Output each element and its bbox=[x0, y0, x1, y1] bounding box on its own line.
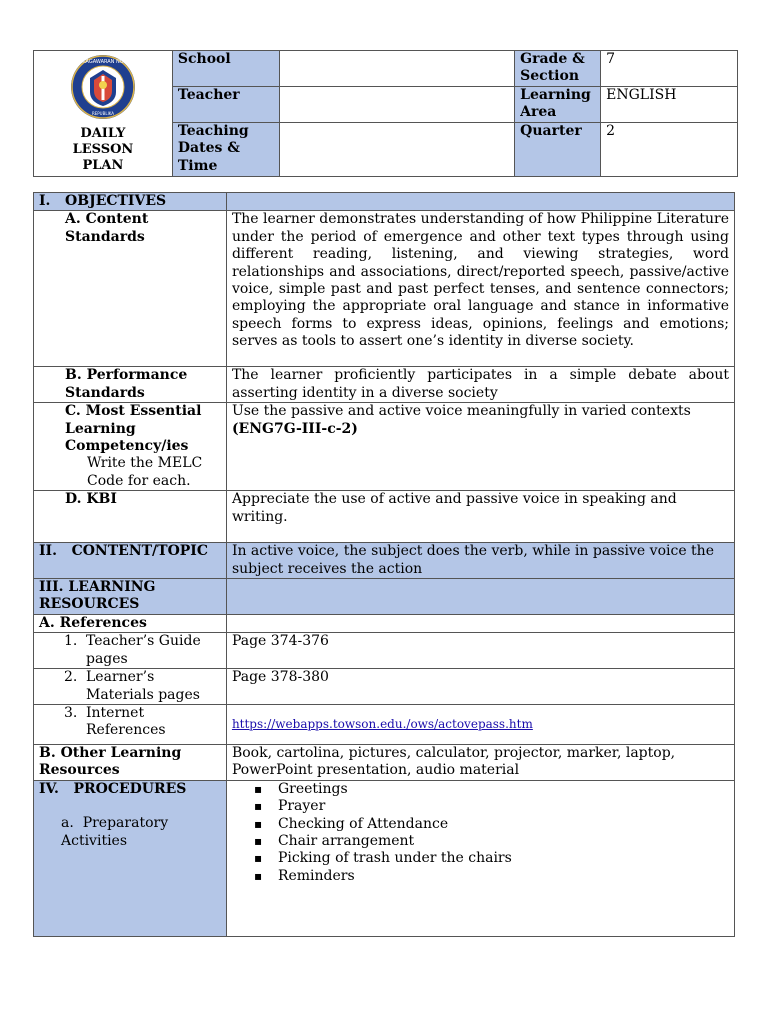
performance-standards-label: B. Performance Standards bbox=[34, 367, 227, 403]
svg-text:KAGAWARAN NG: KAGAWARAN NG bbox=[82, 58, 124, 65]
other-resources-label: B. Other Learning Resources bbox=[34, 744, 227, 780]
quarter-label: Quarter bbox=[515, 123, 601, 177]
content-topic-heading: II. CONTENT/TOPIC bbox=[34, 543, 227, 579]
performance-standards-text: The learner proficiently participates in a simple debate about asserting identity in a diverse society bbox=[226, 367, 734, 403]
teacher-value[interactable] bbox=[279, 87, 514, 123]
references-label: A. References bbox=[34, 614, 227, 632]
teacher-label: Teacher bbox=[172, 87, 279, 123]
list-item: ▪ Picking of trash under the chairs bbox=[232, 850, 729, 867]
content-standards-text: The learner demonstrates understanding of how Philippine Literature under the period of emergence and other text types through using different reading, listening, and viewing strategies, word relationships and associations, direct/reported speech, passive/active voice, simple past and past perfect tenses, and sentence connectors; employing the appropriate oral language and stance in informative speech forms to express ideas, opinions, feelings and emotions; serves as tools to assert one’s identity in diverse society. bbox=[226, 211, 734, 367]
learning-resources-heading: III. LEARNING RESOURCES bbox=[34, 579, 227, 615]
melc-note: Write the MELC Code for each. bbox=[87, 455, 203, 489]
procedures-cell bbox=[34, 780, 227, 936]
svg-text:REPUBLIKA: REPUBLIKA bbox=[91, 110, 114, 116]
tg-num: 1. bbox=[64, 633, 78, 650]
area-label: Learning Area bbox=[515, 87, 601, 123]
melc-cell bbox=[34, 403, 227, 491]
content-standards-label: A. Content Standards bbox=[34, 211, 227, 367]
list-item: ▪ Greetings bbox=[232, 781, 729, 798]
melc-label: C. Most Essential Learning Competency/ies bbox=[65, 403, 202, 455]
internet-reference-link[interactable]: https://webapps.towson.edu./ows/actovepass.htm bbox=[231, 716, 533, 731]
procedures-list-cell bbox=[226, 780, 734, 936]
dates-value[interactable] bbox=[279, 123, 514, 177]
list-item: ▪ Chair arrangement bbox=[232, 833, 729, 850]
header-table bbox=[33, 50, 738, 177]
quarter-value[interactable]: 2 bbox=[601, 123, 738, 177]
grade-value[interactable]: 7 bbox=[601, 51, 738, 87]
references-blank bbox=[226, 614, 734, 632]
other-resources-text: Book, cartolina, pictures, calculator, projector, marker, laptop, PowerPoint presentation, audio material bbox=[226, 744, 734, 780]
objectives-heading: I. OBJECTIVES bbox=[34, 193, 227, 211]
deped-seal-icon bbox=[70, 54, 136, 120]
melc-text: Use the passive and active voice meaningfully in varied contexts bbox=[231, 403, 691, 420]
grade-label: Grade & Section bbox=[515, 51, 601, 87]
tg-cell bbox=[34, 633, 227, 669]
objectives-heading-blank bbox=[226, 193, 734, 211]
preparatory-list bbox=[232, 781, 729, 885]
lm-value: Page 378-380 bbox=[226, 669, 734, 705]
tg-label: Teacher’s Guide pages bbox=[86, 633, 201, 667]
dates-label: Teaching Dates & Time bbox=[172, 123, 279, 177]
logo-cell bbox=[34, 51, 173, 177]
ir-cell bbox=[34, 704, 227, 744]
kbi-label: D. KBI bbox=[34, 491, 227, 543]
lm-num: 2. bbox=[64, 669, 78, 686]
content-topic-text: In active voice, the subject does the verb, while in passive voice the subject receives the action bbox=[226, 543, 734, 579]
lm-cell bbox=[34, 669, 227, 705]
ir-label: Internet References bbox=[86, 704, 166, 739]
preparatory-label: a. Preparatory Activities bbox=[61, 815, 173, 849]
kbi-text: Appreciate the use of active and passive voice in speaking and writing. bbox=[226, 491, 734, 543]
procedures-heading: IV. PROCEDURES bbox=[39, 780, 187, 797]
melc-code: (ENG7G-III-c-2) bbox=[231, 420, 358, 437]
list-item: ▪ Prayer bbox=[232, 798, 729, 815]
list-item: ▪ Reminders bbox=[232, 868, 729, 885]
school-label: School bbox=[172, 51, 279, 87]
ir-cell-right bbox=[226, 704, 734, 744]
list-item: ▪ Checking of Attendance bbox=[232, 816, 729, 833]
plan-title: DAILY LESSON PLAN bbox=[72, 125, 134, 173]
lm-label: Learner’s Materials pages bbox=[86, 669, 200, 703]
area-value[interactable]: ENGLISH bbox=[601, 87, 738, 123]
melc-cell-right bbox=[226, 403, 734, 491]
learning-resources-blank bbox=[226, 579, 734, 615]
lesson-table bbox=[33, 192, 735, 937]
school-value[interactable] bbox=[279, 51, 514, 87]
ir-num: 3. bbox=[64, 704, 78, 721]
tg-value: Page 374-376 bbox=[226, 633, 734, 669]
